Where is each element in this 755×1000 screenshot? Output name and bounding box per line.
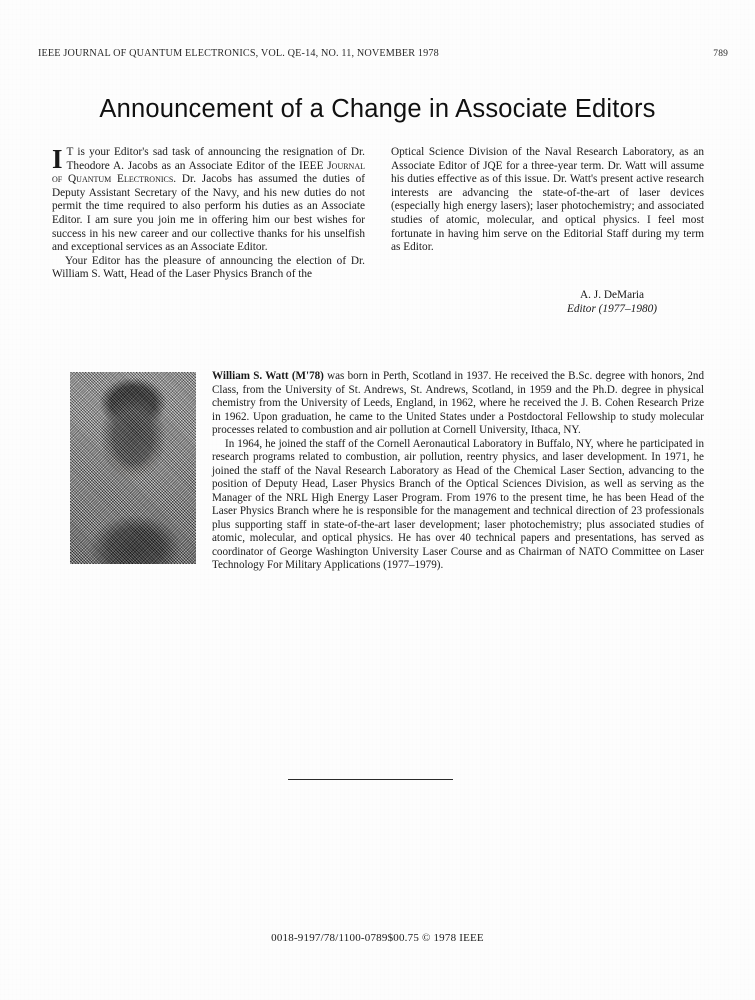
intro-paragraph-1 [52,146,365,255]
intro-paragraph-2: Your Editor has the pleasure of announcing the election of Dr. William S. Watt, Head of the Laser Physics Branch of the [52,254,365,281]
running-head [38,48,728,59]
page-title: Announcement of a Change in Associate Editors [99,95,656,124]
footer-copyright: 0018-9197/78/1100-0789$00.75 © 1978 IEEE [271,932,484,944]
intro-paragraph-1-part-b: . Dr. Jacobs has assumed the duties of Deputy Assistant Secretary of the Navy, and his new duties do not permit the time required to also perform his duties as an Associate Editor. I am sure you join me in offering him our best wishes for success in his new career and our collective thanks for his unselfish and exceptional services as an Associate Editor. [52,173,365,254]
biography-person-name: William S. Watt (M'78) [212,370,324,382]
intro-column-right [391,146,704,282]
intro-paragraph-1-part-a: T is your Editor's sad task of announcing the resignation of Dr. Theodore A. Jacobs as an Associate Editor of the IEEE [66,146,365,172]
editor-role: Editor (1977–1980) [566,303,658,315]
section-divider-rule [288,779,453,780]
page-number: 789 [713,49,728,59]
editor-signature [520,288,704,316]
running-head-journal-title: IEEE JOURNAL OF QUANTUM ELECTRONICS, VOL. QE-14, NO. 11, NOVEMBER 1978 [38,48,439,59]
drop-cap: I [52,144,63,174]
editor-name: A. J. DeMaria [580,289,644,301]
portrait-photo [70,372,196,564]
portrait-speckle-noise [70,372,196,564]
intro-column-left [52,146,365,282]
biography-paragraph-2: In 1964, he joined the staff of the Cornell Aeronautical Laboratory in Buffalo, NY, where he participated in research programs related to combustion, air pollution, reentry physics, and laser development. In 1971, he joined the staff of the Naval Research Laboratory as Head of the Chemical Laser Section, advancing to the position of Deputy Head, Laser Physics Branch of the Optical Sciences Division, as well as serving as the Manager of the NRL High Energy Laser Program. From 1976 to the present time, he has been Head of the Laser Physics Branch where he is responsible for the management and technical direction of 23 professionals plus supporting staff in state-of-the-art laser development; laser photochemistry; plus associated studies of atomic, molecular, and optical physics. He has over 40 technical papers and presentations, has served as coordinator of George Washington University Laser Course and as Chairman of NATO Committee on Laser Technology For Military Applications (1977–1979). [212,437,704,571]
intro-paragraph-3: Optical Science Division of the Naval Research Laboratory, as an Associate Editor of JQE for a three-year term. Dr. Watt will assume his duties effective as of this issue. Dr. Watt's present active research interests are advancing the state-of-the-art of laser devices (especially high energy lasers); laser photochemistry; and associated studies of atomic, molecular, and optical physics. I feel most fortunate in having him serve on the Editorial Staff during my term as Editor. [391,146,704,254]
intro-two-column-body [52,146,704,282]
journal-name-smallcaps: Journal of Quantum Electronics [52,159,365,186]
biography-paragraph-1-text: was born in Perth, Scotland in 1937. He received the B.Sc. degree with honors, 2nd Class, from the University of St. Andrews, St. Andrews, Scotland, in 1959 and the Ph.D. degree in physical chemistry from the University of Leeds, England, in 1962, where he received the J. B. Cohen Research Prize in 1962. Upon graduation, he came to the United States under a Postdoctoral Fellowship to study molecular processes related to combustion and air pollution at Cornell University, Ithaca, NY. [212,370,704,436]
biography-section [52,370,704,573]
